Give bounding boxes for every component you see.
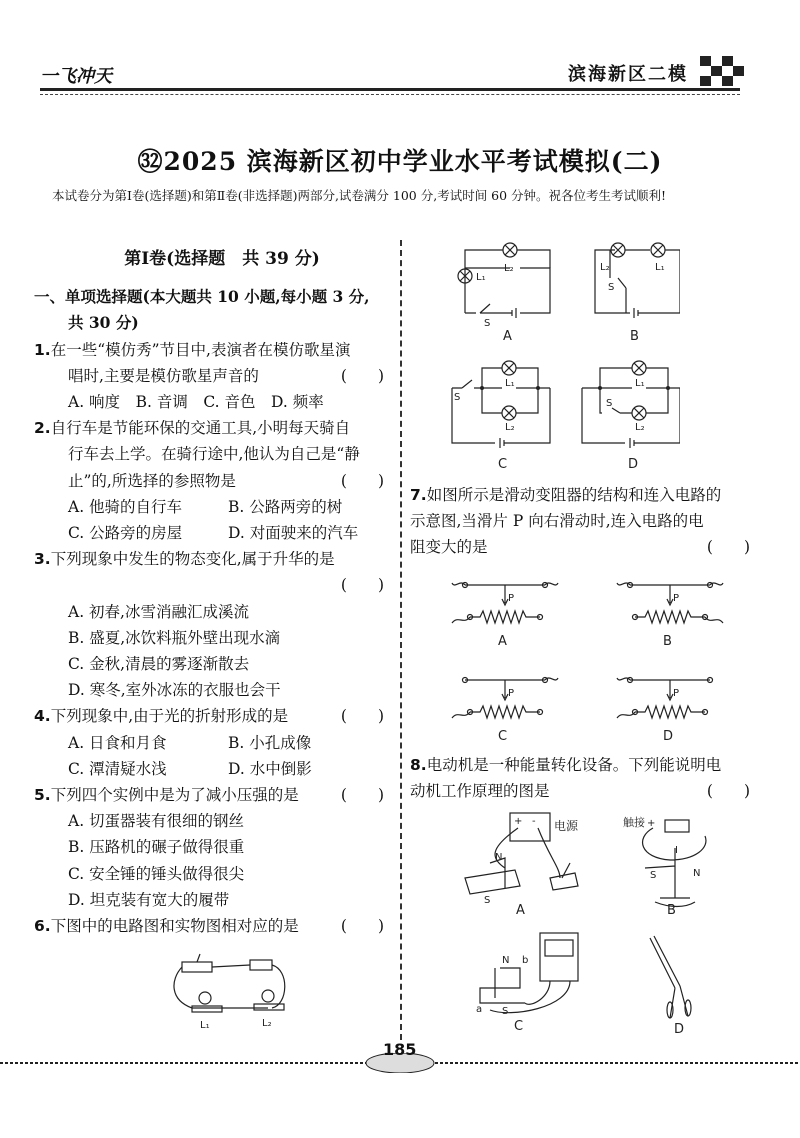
svg-text:+: + [514, 816, 523, 827]
svg-text:L₂: L₂ [504, 263, 514, 274]
question-7: 7.如图所示是滑动变阻器的结构和连入电路的 [410, 486, 722, 504]
svg-text:B: B [663, 634, 672, 649]
answer-blank: ( ) [706, 782, 750, 801]
column-divider [400, 240, 402, 1040]
svg-text:L₁: L₁ [505, 378, 515, 389]
question-5: 5.下列四个实例中是为了减小压强的是 ( ) [34, 782, 394, 808]
q7-rheostat-diagrams [450, 575, 750, 755]
answer-blank: ( ) [340, 707, 384, 726]
svg-text:A: A [498, 634, 507, 649]
label-b: B [630, 329, 639, 344]
svg-text:N: N [502, 955, 510, 966]
svg-text:L₂: L₂ [262, 1018, 272, 1029]
answer-blank: ( ) [340, 471, 384, 490]
question-8: 8.电动机是一种能量转化设备。下列能说明电 [410, 756, 722, 774]
question-6: 6.下图中的电路图和实物图相对应的是 ( ) [34, 913, 394, 939]
svg-text:L₂: L₂ [600, 262, 610, 273]
checker-decoration-icon [700, 56, 744, 86]
answer-blank: ( ) [340, 786, 384, 805]
part-heading: 一、单项选择题(本大题共 10 小题,每小题 3 分, [34, 287, 370, 307]
answer-blank: ( ) [340, 576, 384, 595]
svg-text:L₂: L₂ [505, 422, 515, 433]
svg-text:b: b [522, 955, 529, 966]
section-heading: 第Ⅰ卷(选择题 共 39 分) [124, 249, 320, 269]
svg-text:A: A [516, 903, 525, 918]
svg-text:P: P [508, 593, 515, 604]
svg-text:触接: 触接 [623, 816, 645, 829]
label-c: C [498, 457, 508, 472]
svg-text:N: N [693, 868, 701, 879]
header-rule [40, 88, 740, 91]
q8-motor-diagrams [450, 808, 750, 1038]
answer-blank: ( ) [340, 917, 384, 936]
svg-text:P: P [673, 593, 680, 604]
page-number: 185 [383, 1040, 417, 1059]
svg-text:L₁: L₁ [200, 1020, 210, 1031]
right-column: 7.如图所示是滑动变阻器的结构和连入电路的 示意图,当滑片 P 向右滑动时,连入电路的电 阻变大的是 ( ) [410, 482, 760, 561]
svg-text:C: C [498, 729, 508, 744]
q6-circuit-diagrams [440, 238, 680, 478]
svg-text:B: B [667, 903, 676, 918]
svg-text:电源: 电源 [554, 819, 579, 833]
svg-text:C: C [514, 1019, 524, 1034]
svg-text:-: - [532, 816, 536, 827]
question-2: 2.自行车是节能环保的交通工具,小明每天骑自 [34, 419, 351, 438]
header-section-title: 滨海新区二模 [568, 64, 688, 85]
q1-options: A. 响度 B. 音调 C. 音色 D. 频率 [68, 393, 324, 412]
svg-text:P: P [508, 688, 515, 699]
svg-text:L₁: L₁ [655, 262, 665, 273]
svg-text:a: a [476, 1004, 483, 1015]
exam-instructions: 本试卷分为第Ⅰ卷(选择题)和第Ⅱ卷(非选择题)两部分,试卷满分 100 分,考试时间 60 分钟。祝各位考生考试顺利! [52, 188, 667, 203]
svg-text:S: S [608, 282, 615, 293]
svg-text:S: S [606, 398, 613, 409]
svg-text:D: D [663, 729, 674, 744]
svg-text:I: I [675, 845, 678, 856]
question-3: 3.下列现象中发生的物态变化,属于升华的是 [34, 550, 335, 569]
svg-text:P: P [673, 688, 680, 699]
question-4: 4.下列现象中,由于光的折射形成的是 ( ) [34, 703, 394, 729]
answer-blank: ( ) [340, 366, 384, 385]
svg-text:L₂: L₂ [635, 422, 645, 433]
svg-text:S: S [484, 318, 491, 329]
part-heading-cont: 共 30 分) [68, 313, 139, 333]
svg-text:S: S [650, 870, 657, 881]
svg-text:+: + [647, 818, 656, 829]
page-title: ㉜2025 滨海新区初中学业水平考试模拟(二) [137, 147, 663, 176]
header-rule-dashed [40, 94, 740, 95]
svg-text:N: N [495, 852, 503, 863]
q6-physical-circuit-figure [170, 950, 300, 1035]
svg-text:S: S [484, 895, 491, 906]
svg-text:L₁: L₁ [476, 272, 486, 283]
label-a: A [503, 329, 512, 344]
svg-text:L₁: L₁ [635, 378, 645, 389]
svg-text:S: S [502, 1006, 509, 1017]
svg-text:S: S [454, 392, 461, 403]
header-brand: 一飞冲天 [40, 66, 112, 87]
answer-blank: ( ) [706, 538, 750, 557]
svg-text:D: D [674, 1022, 685, 1037]
label-d: D [628, 457, 639, 472]
question-1: 1.在一些“模仿秀”节目中,表演者在模仿歌星演 [34, 340, 351, 359]
left-column: 第Ⅰ卷(选择题 共 39 分) 一、单项选择题(本大题共 10 小题,每小题 3 分, 共 30 分) 1.在一些“模仿秀”节目中,表演者在模仿歌星演 唱时,主要是模仿歌星声音的 ( ) A. 响度 B. 音调 C. 音色 D. 频率 2.自行车是节能环保的交通工具,小明每天骑自 行车去上学。在骑行途中,他认为自己是“静 止”的,所选择的参照物是 ( ) A. 他骑的自行车 B. 公路两旁的树 C. 公路旁的房屋 D. 对面驶来的汽车 3.下列现象中发生的物态变化,属于升华的是 ( ) A. 初春,冰雪消融汇成溪流 B. 盛夏,冰饮料瓶外壁出现水滴 C. 金秋,清晨的雾逐渐散去 D. 寒冬,室外冰冻的衣服也会干 4.下列现象中,由于光的折射形成的是 ( ) A. 日食和月食 B. 小孔成像 C. 潭清疑水浅 D. 水中倒影 5.下列四个实例中是为了减小压强的是 ( ) A. 切蛋器装有很细的钢丝 B. 压路机的碾子做得很重 C. 安全锤的锤头做得很尖 D. 坦克装有宽大的履带 6.下图中的电路图和实物图相对应的是 ( ) [34, 246, 394, 939]
